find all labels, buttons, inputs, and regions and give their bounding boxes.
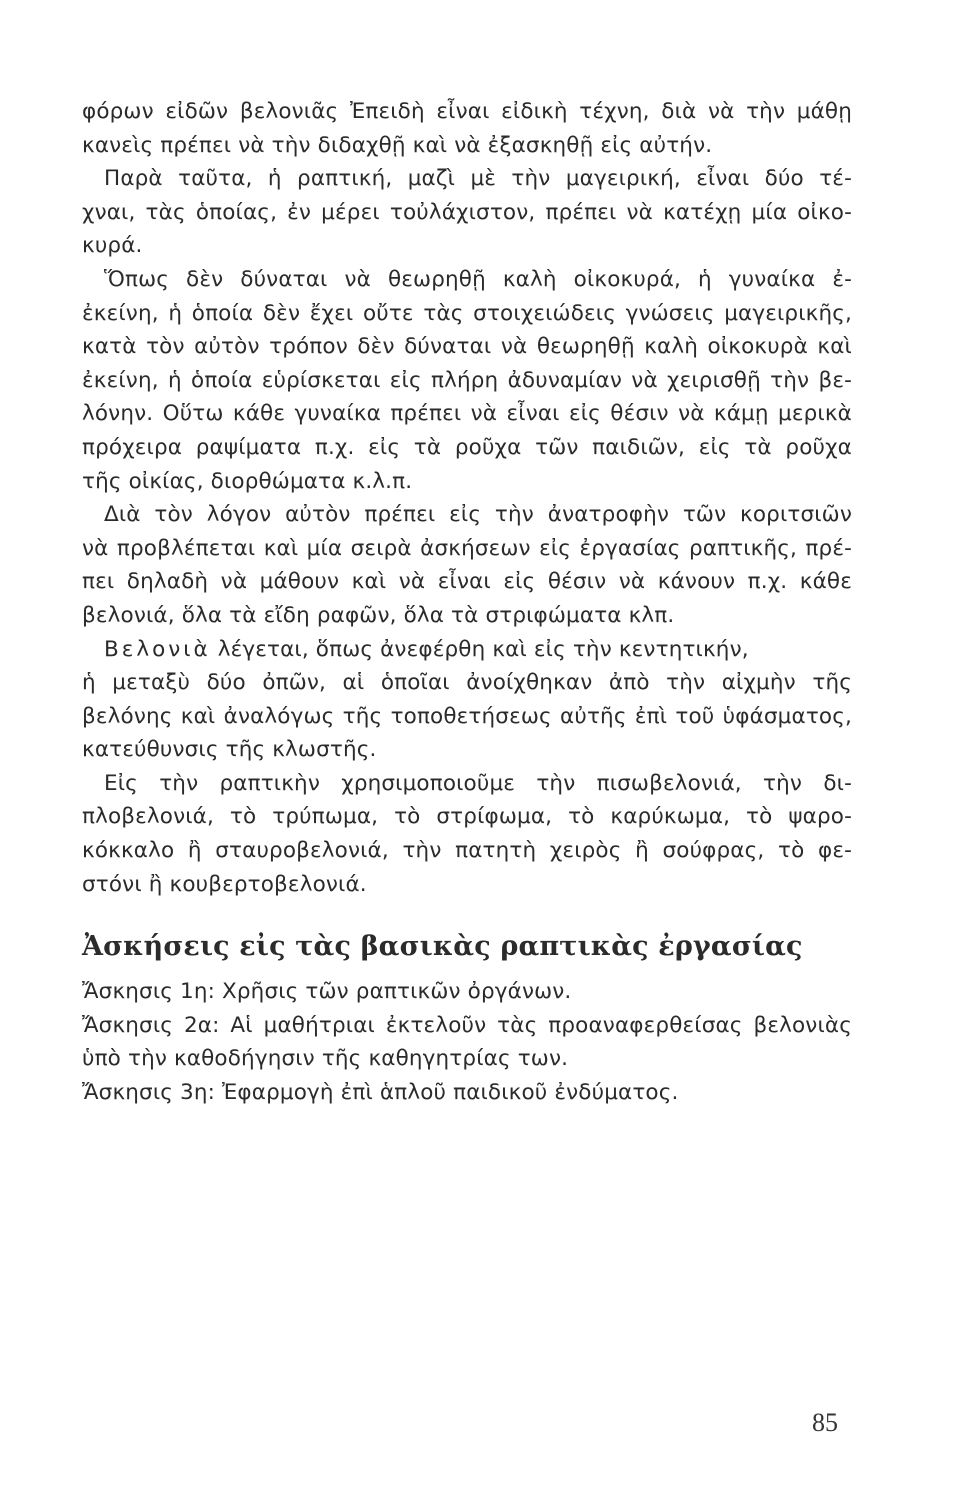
text-line xyxy=(82,633,852,667)
text-line: πει δηλαδὴ νὰ μάθουν καὶ νὰ εἶναι εἰς θέσιν νὰ κάνουν π.χ. κάθε xyxy=(82,569,852,595)
text-line: ἡ μεταξὺ δύο ὀπῶν, αἱ ὁποῖαι ἀνοίχθηκαν ἀπὸ τὴν αἰχμὴν τῆς xyxy=(82,670,852,696)
exercise-1: Ἄσκησις 1η: Χρῆσις τῶν ραπτικῶν ὀργάνων. xyxy=(82,979,572,1005)
text-line: βελονιά, ὅλα τὰ εἴδη ραφῶν, ὅλα τὰ στριφώματα κλπ. xyxy=(82,602,675,628)
text-line: ἐκείνη, ἡ ὁποία εὑρίσκεται εἰς πλήρη ἀδυναμίαν νὰ χειρισθῇ τὴν βε- xyxy=(82,367,852,393)
paragraph-6 xyxy=(82,767,852,901)
page-number: 85 xyxy=(812,1408,838,1437)
text-line: κανεὶς πρέπει νὰ τὴν διδαχθῇ καὶ νὰ ἐξασκηθῇ εἰς αὐτήν. xyxy=(82,132,713,158)
line-rest: λέγεται, ὅπως ἀνεφέρθη καὶ εἰς τὴν κεντητικήν, xyxy=(210,636,749,662)
text-line: κόκκαλο ἢ σταυροβελονιά, τὴν πατητὴ χειρὸς ἢ σούφρας, τὸ φε- xyxy=(82,838,852,864)
text-line: κατεύθυνσις τῆς κλωστῆς. xyxy=(82,737,377,763)
text-line: λόνην. Οὕτω κάθε γυναίκα πρέπει νὰ εἶναι εἰς θέσιν νὰ κάμῃ μερικὰ xyxy=(82,401,852,427)
text-line: Ὅπως δὲν δύναται νὰ θεωρηθῇ καλὴ οἰκοκυρά, ἡ γυναίκα ἐ- xyxy=(104,266,852,292)
exercise-list xyxy=(82,975,852,1109)
text-line: κατὰ τὸν αὐτὸν τρόπον δὲν δύναται νὰ θεωρηθῇ καλὴ οἰκοκυρὰ καὶ xyxy=(82,334,852,360)
paragraph-4 xyxy=(82,498,852,632)
paragraph-1 xyxy=(82,95,852,162)
page-body xyxy=(82,95,852,1110)
text-line: ἐκείνη, ἡ ὁποία δὲν ἔχει οὔτε τὰς στοιχειώδεις γνώσεις μαγειρικῆς, xyxy=(82,300,852,326)
text-line: φόρων εἰδῶν βελονιᾶς Ἐπειδὴ εἶναι εἰδικὴ τέχνη, διὰ νὰ τὴν μάθῃ xyxy=(82,99,852,124)
exercise-2: Ἄσκησις 2α: Αἱ μαθήτριαι ἐκτελοῦν τὰς προαναφερθείσας βελονιὰς xyxy=(82,1012,852,1038)
paragraph-5 xyxy=(82,633,852,767)
text-line: Διὰ τὸν λόγον αὐτὸν πρέπει εἰς τὴν ἀνατροφὴν τῶν κοριτσιῶν xyxy=(104,502,852,528)
paragraph-2 xyxy=(82,162,852,263)
text-line: βελόνης καὶ ἀναλόγως τῆς τοποθετήσεως αὐτῆς ἐπὶ τοῦ ὑφάσματος, xyxy=(82,703,852,729)
text-line: στόνι ἢ κουβερτοβελονιά. xyxy=(82,871,367,897)
exercise-3: Ἄσκησις 3η: Ἐφαρμογὴ ἐπὶ ἁπλοῦ παιδικοῦ ἐνδύματος. xyxy=(82,1080,679,1106)
paragraph-3 xyxy=(82,263,852,498)
text-line: πρόχειρα ραψίματα π.χ. εἰς τὰ ροῦχα τῶν παιδιῶν, εἰς τὰ ροῦχα xyxy=(82,434,852,460)
section-heading: Ἀσκήσεις εἰς τὰς βασικὰς ραπτικὰς ἐργασίας xyxy=(82,931,803,963)
text-line: Παρὰ ταῦτα, ἡ ραπτική, μαζὶ μὲ τὴν μαγειρική, εἶναι δύο τέ- xyxy=(104,166,852,192)
text-line: Εἰς τὴν ραπτικὴν χρησιμοποιοῦμε τὴν πισωβελονιά, τὴν δι- xyxy=(104,770,852,796)
text-line: νὰ προβλέπεται καὶ μία σειρὰ ἀσκήσεων εἰς ἐργασίας ραπτικῆς, πρέ- xyxy=(82,535,852,561)
text-line: τῆς οἰκίας, διορθώματα κ.λ.π. xyxy=(82,468,413,494)
text-line: κυρά. xyxy=(82,233,143,259)
exercise-2-continuation: ὑπὸ τὴν καθοδήγησιν τῆς καθηγητρίας των. xyxy=(82,1046,569,1072)
text-line: πλοβελονιά, τὸ τρύπωμα, τὸ στρίφωμα, τὸ καρύκωμα, τὸ ψαρο- xyxy=(82,804,852,830)
term-belonia: Βελονιὰ xyxy=(104,636,211,662)
text-line: χναι, τὰς ὁποίας, ἐν μέρει τοὐλάχιστον, πρέπει νὰ κατέχῃ μία οἰκο- xyxy=(82,199,852,225)
